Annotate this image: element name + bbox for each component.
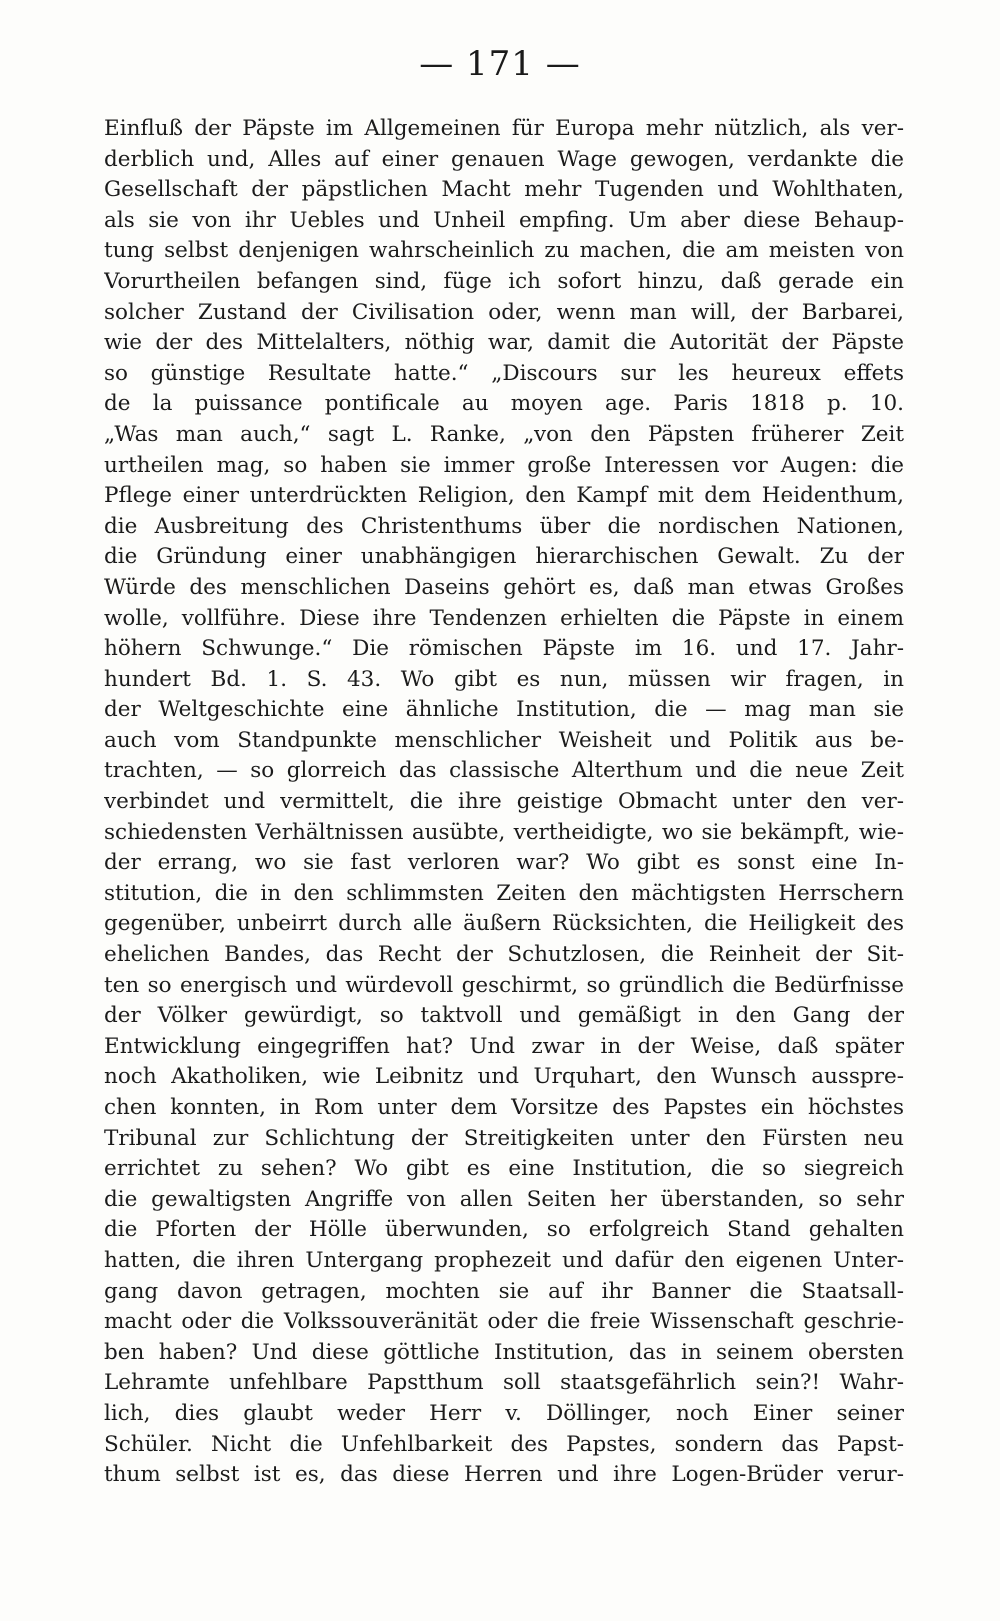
text-line: auch vom Standpunkte menschlicher Weisheit und Politik aus be- [104,727,904,753]
text-line: so günstige Resultate hatte.“ „Discours sur les heureux effets [104,360,904,386]
text-line: ben haben? Und diese göttliche Institution, das in seinem obersten [104,1339,904,1365]
text-line: Einfluß der Päpste im Allgemeinen für Europa mehr nützlich, als ver- [104,116,904,141]
text-line: solcher Zustand der Civilisation oder, wenn man will, der Barbarei, [104,299,904,325]
text-line: höhern Schwunge.“ Die römischen Päpste im 16. und 17. Jahr- [104,636,904,662]
text-line: „Was man auch,“ sagt L. Ranke, „von den Päpsten früherer Zeit [104,421,904,447]
text-line: trachten, — so glorreich das classische Alterthum und die neue Zeit [104,758,904,784]
text-line: Gesellschaft der päpstlichen Macht mehr Tugenden und Wohlthaten, [104,177,904,203]
text-line: gang davon getragen, mochten sie auf ihr Banner die Staatsall- [104,1278,904,1304]
text-line: Vorurtheilen befangen sind, füge ich sofort hinzu, daß gerade ein [104,268,904,294]
text-line: Schüler. Nicht die Unfehlbarkeit des Papstes, sondern das Papst- [104,1431,904,1457]
text-line: Entwicklung eingegriffen hat? Und zwar in der Weise, daß später [104,1033,904,1059]
text-line: hundert Bd. 1. S. 43. Wo gibt es nun, müssen wir fragen, in [104,666,904,692]
text-line: wolle, vollführe. Diese ihre Tendenzen erhielten die Päpste in einem [104,605,904,631]
text-line: der Völker gewürdigt, so taktvoll und gemäßigt in den Gang der [104,1003,904,1029]
text-line: der Weltgeschichte eine ähnliche Institution, die — mag man sie [104,697,904,723]
text-line: die Gründung einer unabhängigen hierarchischen Gewalt. Zu der [104,544,904,570]
text-line: errichtet zu sehen? Wo gibt es eine Institution, die so siegreich [104,1156,904,1182]
text-line: chen konnten, in Rom unter dem Vorsitze des Papstes ein höchstes [104,1095,904,1120]
text-line: derblich und, Alles auf einer genauen Wage gewogen, verdankte die [104,146,904,172]
text-line: die Pforten der Hölle überwunden, so erfolgreich Stand gehalten [104,1217,904,1243]
body-text [104,114,904,1491]
text-line: die Ausbreitung des Christenthums über die nordischen Nationen, [104,513,904,539]
text-line: gegenüber, unbeirrt durch alle äußern Rücksichten, die Heiligkeit des [104,911,904,937]
text-line: hatten, die ihren Untergang prophezeit und dafür den eigenen Unter- [104,1247,904,1273]
text-line: de la puissance pontificale au moyen age. Paris 1818 p. 10. [104,391,904,417]
text-line: Würde des menschlichen Daseins gehört es, daß man etwas Großes [104,574,904,600]
text-line: ten so energisch und würdevoll geschirmt, so gründlich die Bedürfnisse [104,972,904,998]
text-line: ehelichen Bandes, das Recht der Schutzlosen, die Reinheit der Sit- [104,942,904,968]
text-line: Pflege einer unterdrückten Religion, den Kampf mit dem Heidenthum, [104,483,904,509]
text-line: schiedensten Verhältnissen ausübte, vertheidigte, wo sie bekämpft, wie- [104,819,904,845]
text-line: stitution, die in den schlimmsten Zeiten den mächtigsten Herrschern [104,880,904,906]
text-line: noch Akatholiken, wie Leibnitz und Urquhart, den Wunsch aussprе- [104,1064,904,1090]
text-line: Tribunal zur Schlichtung der Streitigkeiten unter den Fürsten neu [104,1125,904,1151]
text-line: Lehramte unfehlbare Papstthum soll staatsgefährlich sein?! Wahr- [104,1370,904,1396]
text-line: als sie von ihr Uebles und Unheil empfing. Um aber diese Behaup- [104,207,904,233]
text-line: die gewaltigsten Angriffe von allen Seiten her überstanden, so sehr [104,1186,904,1212]
text-line: der errang, wo sie fast verloren war? Wo gibt es sonst eine In- [104,850,904,876]
text-line: verbindet und vermittelt, die ihre geistige Obmacht unter den ver- [104,789,904,815]
text-line: lich, dies glaubt weder Herr v. Döllinger, noch Einer seiner [104,1400,904,1426]
text-line: tung selbst denjenigen wahrscheinlich zu machen, die am meisten von [104,238,904,264]
text-line: thum selbst ist es, das diese Herren und ihre Logen-Brüder verur- [104,1462,904,1488]
text-line: wie der des Mittelalters, nöthig war, damit die Autorität der Päpste [104,330,904,356]
text-line: urtheilen mag, so haben sie immer große Interessen vor Augen: die [104,452,904,478]
text-line: macht oder die Volkssouveränität oder die freie Wissenschaft geschrie- [104,1309,904,1335]
page-number: — 171 — [419,44,581,84]
